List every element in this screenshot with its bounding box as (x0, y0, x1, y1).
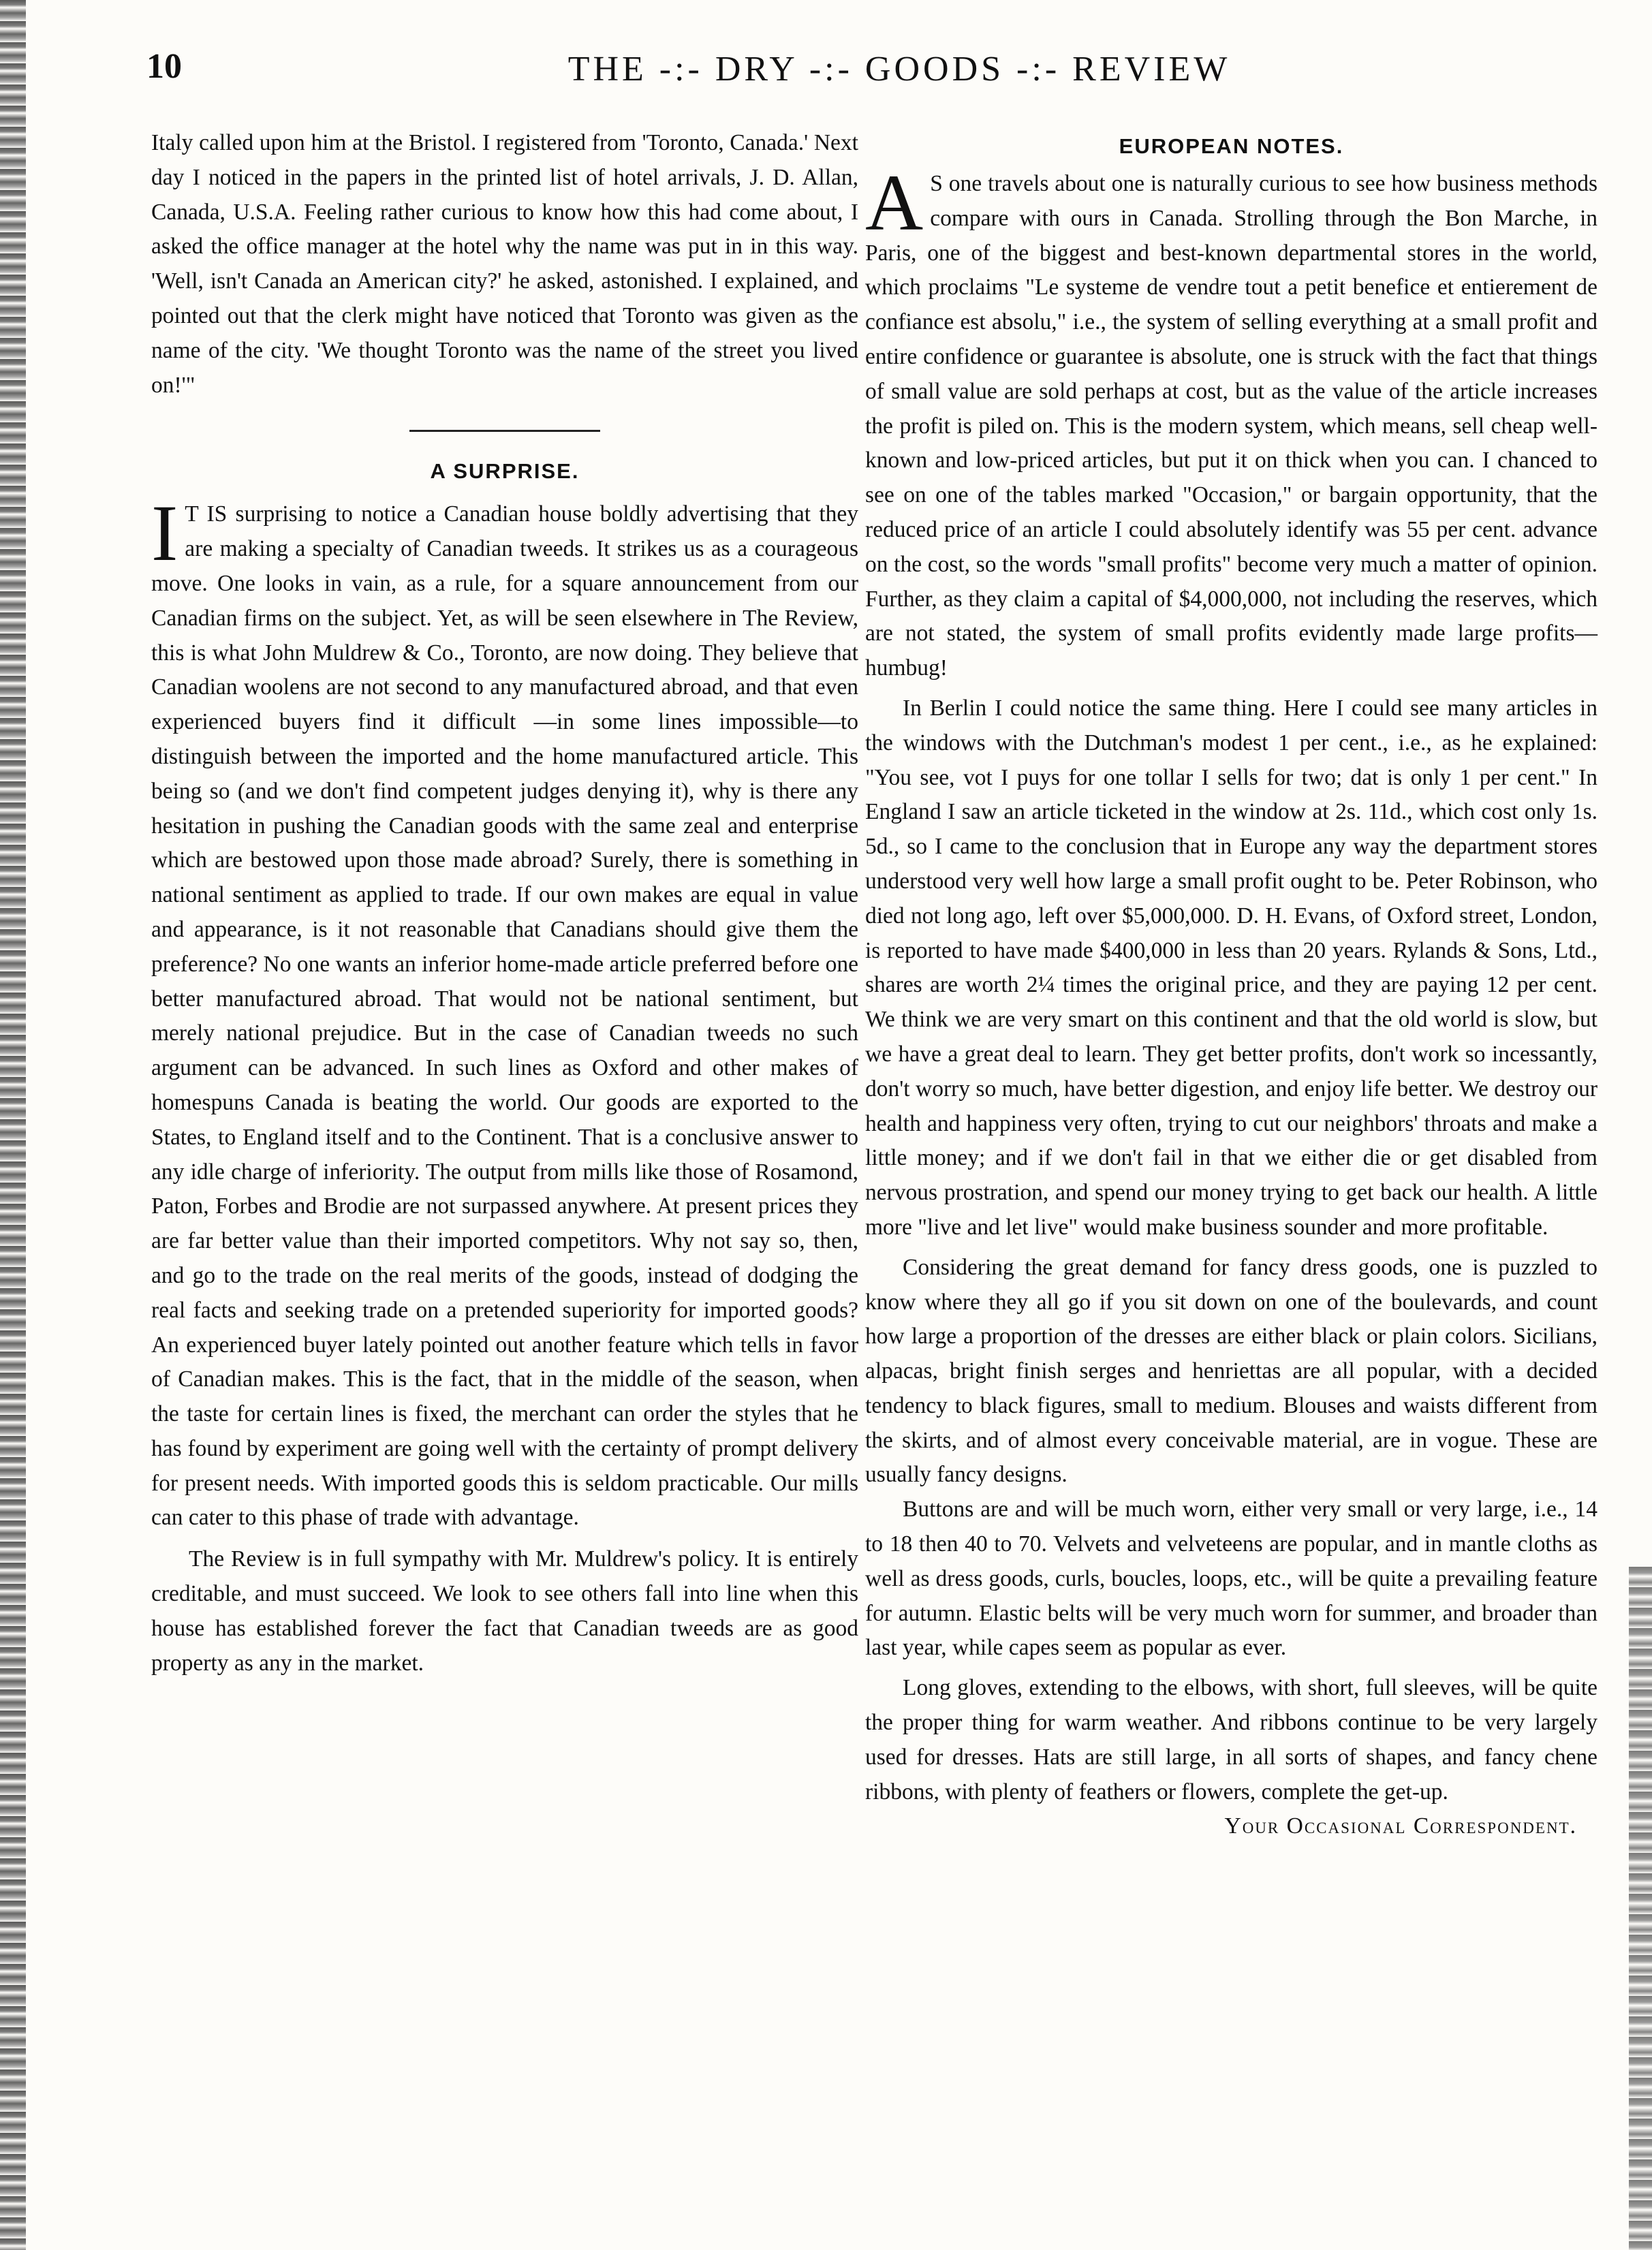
section-divider (409, 430, 600, 432)
article-heading-surprise: A SURPRISE. (430, 459, 580, 484)
scan-edge-right (1629, 1567, 1652, 2250)
running-head: THE -:- DRY -:- GOODS -:- REVIEW (567, 50, 1231, 89)
right-column (865, 126, 1598, 1844)
article-paragraph: The Review is in full sympathy with Mr. Muldrew's policy. It is entirely creditable, and must succeed. We look to see others fall into line when this house has established forever the fact that Canadian tweeds are as good property as any in the market. (151, 1546, 858, 1676)
article-paragraph: In Berlin I could notice the same thing. Here I could see many articles in the windows with the Dutchman's modest 1 per cent., i.e., as he explained: "You see, vot I puys for one tollar I sells for two; dat is only 1 per cent." In England I saw an article ticketed in the window at 2s. 11d., which cost only 1s. 5d., so I came to the conclusion that in Europe any way the department stores understood very well how large a small profit ought to be. Peter Robinson, who died not long ago, left over $5,000,000. D. H. Evans, of Oxford street, London, is reported to have made $400,000 in less than 20 years. Rylands & Sons, Ltd., shares are worth 2¼ times the original price, and they are paying 12 per cent. We think we are very smart on this continent and that the old world is slow, but we have a great deal to learn. They get better profits, don't work so incessantly, don't worry so much, have better digestion, and enjoy life better. We destroy our health and happiness very often, trying to cut our neighbors' throats and make a little money; and if we don't fail in that we either die or get disabled from nervous prostration, and spend our money trying to get back our health. A little more "live and let live" would make business sounder and more profitable. (865, 695, 1598, 1240)
dropcap: I (151, 488, 178, 578)
paragraph-text: T IS surprising to notice a Canadian house boldly advertising that they are making a specialty of Canadian tweeds. It strikes us as a courageous move. One looks in vain, as a rule, for a square announcement from our Canadian firms on the subject. Yet, as will be seen elsewhere in The Review, this is what John Muldrew & Co., Toronto, are now doing. They believe that Canadian woolens are not second to any manufactured abroad, and that even experienced buyers find it difficult —in some lines impossible—to distinguish between the imported and the home manufactured article. This being so (and we don't find competent judges denying it), why is there any hesitation in pushing the Canadian goods with the same zeal and enterprise which are bestowed upon those made abroad? Surely, there is something in national sentiment as applied to trade. If our own makes are equal in value and appearance, is it not reasonable that Canadians should give them the preference? No one wants an inferior home-made article preferred before one better manufactured abroad. That would not be national sentiment, but merely national prejudice. But in the case of Canadian tweeds no such argument can be advanced. In such lines as Oxford and other makes of homespuns Canada is beating the world. Our goods are exported to the States, to England itself and to the Continent. That is a conclusive answer to any idle charge of inferiority. The output from mills like those of Rosamond, Paton, Forbes and Brodie are not surpassed anywhere. At present prices they are far better value than their imported competitors. Why not say so, then, and go to the trade on the real merits of the goods, instead of dodging the real facts and seeking trade on a pretended superiority for imported goods? An experienced buyer lately pointed out another feature which tells in favor of Canadian makes. This is the fact, that in the middle of the season, when the taste for certain lines is fixed, the merchant can order the styles that he has found by experiment are going well with the certainty of prompt delivery for present needs. With imported goods this is seldom practicable. Our mills can cater to this phase of trade with advantage. (151, 501, 858, 1531)
article-paragraph: Considering the great demand for fancy dress goods, one is puzzled to know where they all go if you sit down on one of the boulevards, and count how large a proportion of the dresses are either black or plain colors. Sicilians, alpacas, bright finish serges and henriettas are all popular, with a decided tendency to black figures, small to medium. Blouses and waists different from the skirts, and of almost every conceivable material, are in vogue. These are usually fancy designs. (865, 1254, 1598, 1488)
continued-paragraph: Italy called upon him at the Bristol. I registered from 'Toronto, Canada.' Next day I noticed in the papers in the printed list of hotel arrivals, J. D. Allan, Canada, U.S.A. Feeling rather curious to know how this had come about, I asked the office manager at the hotel why the name was put in in this way. 'Well, isn't Canada an American city?' he asked, astonished. I explained, and pointed out that the clerk might have noticed that Toronto was given as the name of the city. 'We thought Toronto was the name of the street you lived on!'" (151, 130, 858, 398)
article-paragraph: Buttons are and will be much worn, either very small or very large, i.e., 14 to 18 then 40 to 70. Velvets and velveteens are popular, and in mantle cloths as well as dress goods, curls, boucles, loops, etc., will be quite a prevailing feature for autumn. Elastic belts will be very much worn for summer, and broader than last year, while capes seem as popular as ever. (865, 1497, 1598, 1661)
dropcap: A (865, 158, 924, 247)
paragraph-text: S one travels about one is naturally curious to see how business methods compare with ours in Canada. Strolling through the Bon Marche, in Paris, one of the biggest and best-known departmental stores in the world, which proclaims "Le systeme de vendre tout a petit benefice et entierement de confiance est absolu," i.e., the system of selling everything at a small profit and entire confidence or guarantee is absolute, one is struck with the fact that things of small value are sold perhaps at cost, but as the value of the article increases the profit is piled on. This is the modern system, which means, sell cheap well-known and low-priced articles, but put it on thick when you can. I chanced to see on one of the tables marked "Occasion," or bargain opportunity, that the reduced price of an article I could absolutely identify was 55 per cent. advance on the cost, so the words "small profits" become very much a matter of opinion. Further, as they claim a capital of $4,000,000, not including the reserves, which are not stated, the system of small profits evidently made large profits—humbug! (865, 171, 1598, 681)
article-paragraph (151, 488, 858, 1535)
article-paragraph: Long gloves, extending to the elbows, with short, full sleeves, will be quite the proper thing for warm weather. And ribbons continue to be very largely used for dresses. Hats are still large, in all sorts of shapes, and fancy chene ribbons, with plenty of feathers or flowers, complete the get-up. (865, 1675, 1598, 1804)
article-heading-european-notes: EUROPEAN NOTES. (1119, 134, 1344, 158)
left-column (151, 126, 858, 1681)
scan-edge-left (0, 0, 26, 2250)
signoff: Your Occasional Correspondent. (1224, 1813, 1577, 1839)
article-paragraph (865, 158, 1598, 686)
page-number: 10 (146, 47, 182, 86)
